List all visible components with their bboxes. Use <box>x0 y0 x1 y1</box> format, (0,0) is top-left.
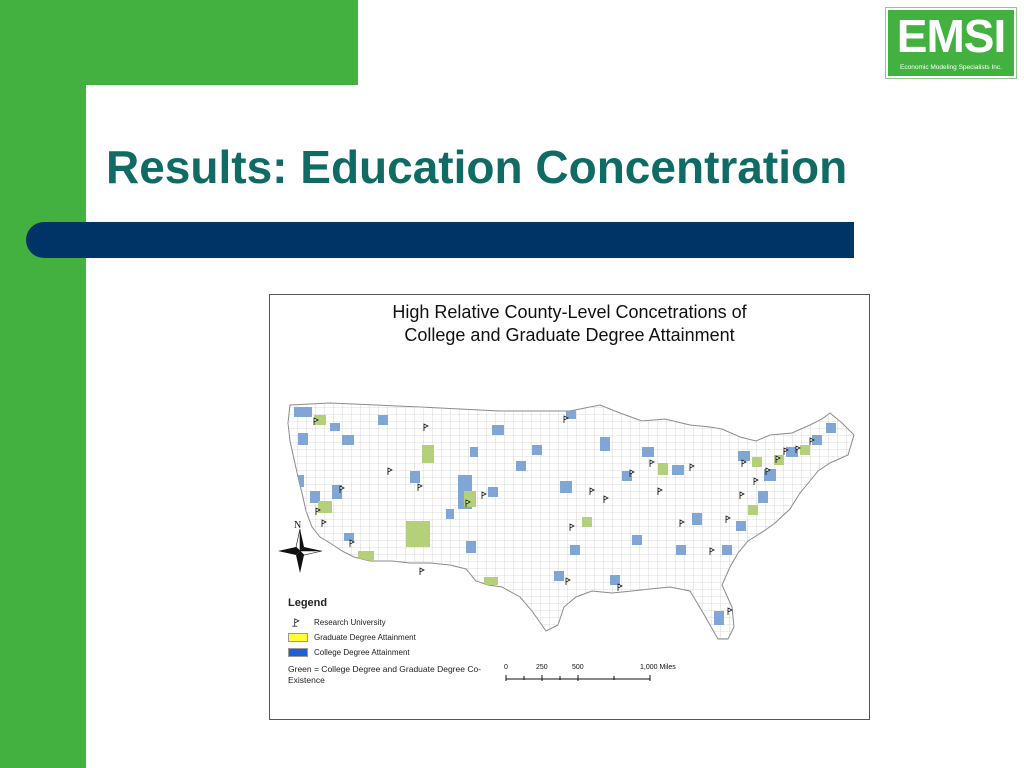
legend-item-graduate <box>288 630 508 645</box>
emsi-logo <box>886 8 1016 78</box>
map-figure <box>269 294 870 720</box>
scale-tick-500: 500 <box>572 664 584 671</box>
scale-bar <box>504 664 676 681</box>
legend-item-research-university <box>288 615 508 630</box>
legend-swatch-college <box>288 648 308 657</box>
legend-label-college: College Degree Attainment <box>314 648 410 657</box>
logo-subtitle: Economic Modeling Specialists Inc. <box>900 64 1002 71</box>
logo-word: EMSI <box>896 10 1006 62</box>
scale-tick-1000: 1,000 Miles <box>640 664 676 671</box>
map-legend <box>288 597 508 686</box>
legend-swatch-graduate <box>288 633 308 642</box>
map-title-line2: College and Graduate Degree Attainment <box>404 325 735 345</box>
slide-title: Results: Education Concentration <box>106 141 848 193</box>
sidebar-curve <box>86 85 146 145</box>
legend-note: Green = College Degree and Graduate Degree Co-Existence <box>288 664 482 685</box>
scale-tick-250: 250 <box>536 664 548 671</box>
scale-tick-0: 0 <box>504 664 508 671</box>
legend-label-research-university: Research University <box>314 618 386 627</box>
sidebar-green-left <box>0 0 86 768</box>
legend-title: Legend <box>288 597 328 609</box>
title-underline-bar <box>26 222 854 258</box>
legend-item-college <box>288 645 508 660</box>
north-label: N <box>294 520 302 531</box>
legend-label-graduate: Graduate Degree Attainment <box>314 633 416 642</box>
map-title-line1: High Relative County-Level Concetrations of <box>392 302 747 322</box>
flag-icon <box>288 618 308 627</box>
north-arrow-icon <box>278 529 322 573</box>
